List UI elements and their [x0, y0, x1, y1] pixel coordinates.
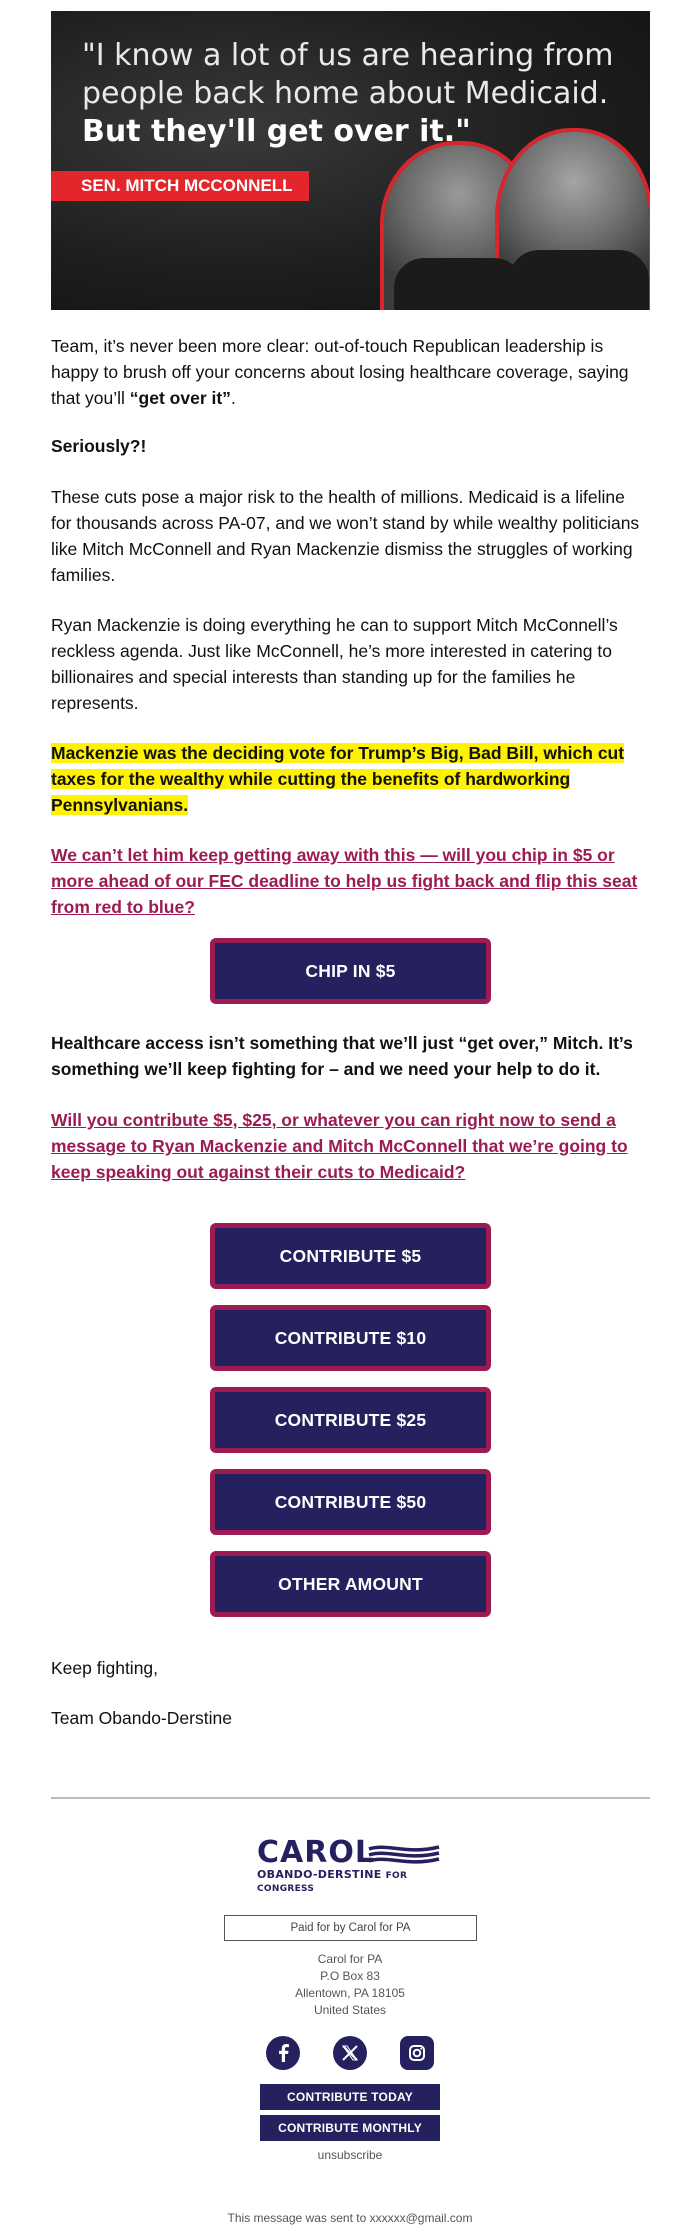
- healthcare-paragraph: Healthcare access isn’t something that we’ll just “get over,” Mitch. It’s something we’ll keep fighting for – and we need your help to do it.: [51, 1033, 633, 1079]
- hero-speaker-tag: SEN. MITCH MCCONNELL: [51, 171, 309, 201]
- address-line-2: P.O Box 83: [320, 1969, 380, 1983]
- signoff-team: Team Obando-Derstine: [51, 1708, 232, 1728]
- hero-banner-image: [51, 11, 650, 310]
- seriously-line: Seriously?!: [51, 436, 147, 456]
- campaign-logo: [257, 1835, 443, 1894]
- paid-for-disclaimer: Paid for by Carol for PA: [224, 1915, 477, 1941]
- other-amount-button[interactable]: OTHER AMOUNT: [210, 1551, 491, 1617]
- contribute-monthly-button[interactable]: CONTRIBUTE MONTHLY: [260, 2115, 440, 2141]
- contribute-10-button[interactable]: CONTRIBUTE $10: [210, 1305, 491, 1371]
- hero-quote-line-1: "I know a lot of us are hearing from: [82, 38, 614, 73]
- instagram-icon[interactable]: [400, 2036, 434, 2070]
- logo-name: CAROL: [257, 1835, 375, 1870]
- address-line-4: United States: [313, 2003, 387, 2017]
- deciding-vote-paragraph: Mackenzie was the deciding vote for Trump’s Big, Bad Bill, which cut taxes for the wealthy while cutting the benefits of hardworking Pennsylvanians.: [51, 743, 625, 815]
- recipient-email: xxxxxx@gmail.com: [369, 2211, 473, 2225]
- sent-to-notice: This message was sent to xxxxxx@gmail.com: [227, 2211, 473, 2225]
- unsubscribe-link[interactable]: unsubscribe: [317, 2148, 383, 2162]
- signoff-keep-fighting: Keep fighting,: [51, 1658, 159, 1678]
- chip-in-button[interactable]: CHIP IN $5: [210, 938, 491, 1004]
- cuts-paragraph: These cuts pose a major risk to the health of millions. Medicaid is a lifeline for thousands across PA-07, and we won’t stand by while wealthy politicians like Mitch McConnell and Ryan Mackenzie dismiss the struggles of working families.: [51, 487, 640, 585]
- photo-suit-2: [509, 250, 649, 310]
- hero-quote-line-2: people back home about Medicaid.: [82, 76, 609, 111]
- contribute-5-button[interactable]: CONTRIBUTE $5: [210, 1223, 491, 1289]
- logo-flag-icon: [367, 1845, 441, 1865]
- logo-subtitle: OBANDO-DERSTINE FOR CONGRESS: [257, 1868, 408, 1894]
- photo-suit-1: [394, 258, 524, 310]
- contribute-today-button[interactable]: CONTRIBUTE TODAY: [260, 2084, 440, 2110]
- facebook-icon[interactable]: [266, 2036, 300, 2070]
- chip-in-link[interactable]: We can’t let him keep getting away with this — will you chip in $5 or more ahead of our FEC deadline to help us fight back and flip this seat from red to blue?: [51, 845, 638, 917]
- footer-divider: [51, 1797, 650, 1799]
- hero-quote: [82, 37, 622, 151]
- mackenzie-paragraph: Ryan Mackenzie is doing everything he can to support Mitch McConnell’s reckless agenda. Just like McConnell, he’s more interested in catering to billionaires and special interests than standing up for the families he represents.: [51, 615, 618, 713]
- address-line-3: Allentown, PA 18105: [295, 1986, 405, 2000]
- contribute-link[interactable]: Will you contribute $5, $25, or whatever you can right now to send a message to Ryan Mackenzie and Mitch McConnell that we’re going to keep speaking out against their cuts to Medicaid?: [51, 1110, 628, 1182]
- contribute-25-button[interactable]: CONTRIBUTE $25: [210, 1387, 491, 1453]
- address-line-1: Carol for PA: [317, 1952, 383, 1966]
- x-icon[interactable]: [333, 2036, 367, 2070]
- intro-paragraph: Team, it’s never been more clear: out-of-touch Republican leadership is happy to brush off your concerns about losing healthcare coverage, saying that you’ll “get over it”.: [51, 336, 629, 408]
- contribute-50-button[interactable]: CONTRIBUTE $50: [210, 1469, 491, 1535]
- hero-quote-line-3: But they'll get over it.": [82, 114, 471, 149]
